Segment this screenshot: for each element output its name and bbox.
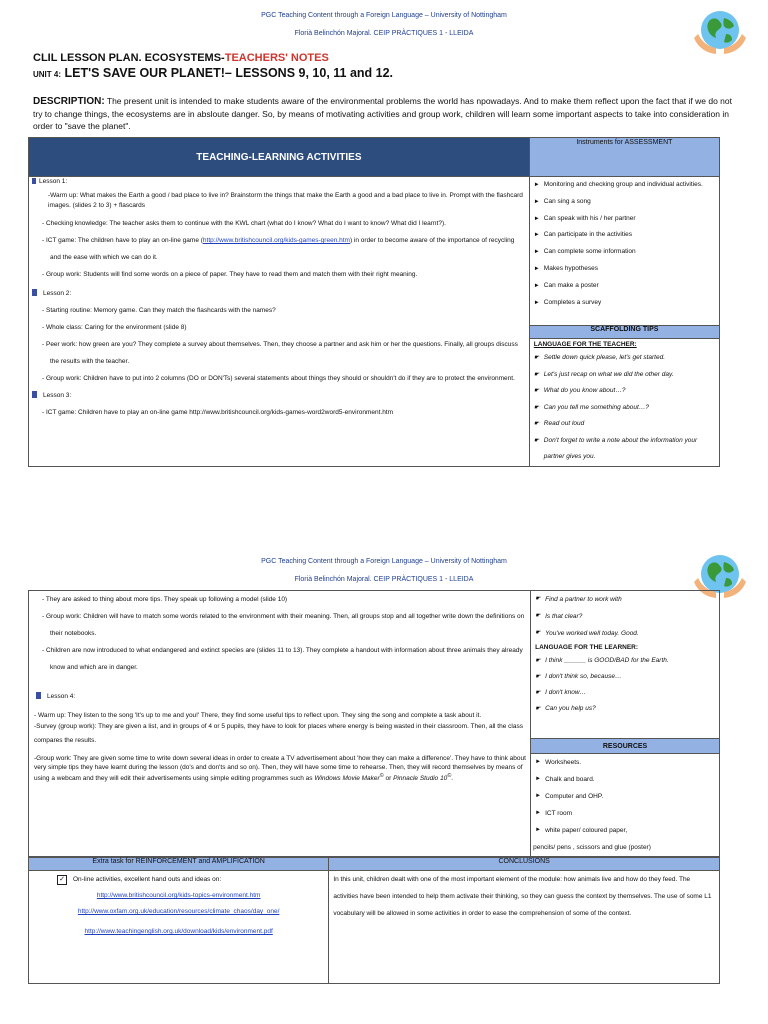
teacher-phrase: ☛ Settle down quick please, let's get started.	[534, 350, 717, 367]
page-header-author: Florià Belinchón Majoral. CEIP PRÀCTIQUES 1 - LLEIDA	[294, 30, 474, 37]
extra-task-cell	[29, 871, 329, 984]
resource-item: ► Worksheets.	[535, 754, 717, 771]
arrow-bullet-icon: ►	[535, 776, 542, 782]
learner-phrase: ☛ I think ______ is GOOD/BAD for the Earth.	[535, 653, 717, 669]
teacher-phrase: ☛ Can you tell me something about…?	[534, 400, 717, 417]
arrow-bullet-icon: ►	[533, 265, 540, 272]
arrow-bullet-icon: ►	[533, 215, 540, 222]
arrow-bullet-icon: ►	[533, 232, 540, 239]
lesson4-survey: -Survey (group work): They are given a list, and in groups of 4 or 5 pupils, they have to look for places where energy is being wasted in their classroom. Then, all the class compares the results.	[34, 723, 523, 744]
resource-link[interactable]: http://www.teachingenglish.org.uk/download/kids/environment.pdf	[84, 928, 273, 935]
assessment-item: ► Can complete some information	[534, 244, 717, 261]
lesson2-item: - Peer work: how green are you? They complete a survey about themselves. Then, they choose a partner and ask him or her the questions. Finally, all groups discuss the results with the teacher.	[42, 341, 518, 365]
lesson2-item: - Whole class: Caring for the environment (slide 8)	[42, 324, 187, 331]
arrow-bullet-icon: ►	[535, 759, 542, 765]
continued-item: - Group work: Children will have to match some words related to the environment with their meaning. Then, all groups stop and all together write down the definitions on their notebooks.	[42, 613, 525, 637]
arrow-bullet-icon: ►	[533, 198, 540, 205]
pointing-hand-icon: ☛	[533, 371, 540, 378]
arrow-bullet-icon: ►	[535, 793, 542, 799]
pointing-hand-icon: ☛	[533, 404, 540, 411]
resource-item-tail: pencils/ pens , scissors and glue (poster)	[533, 844, 651, 851]
resource-link[interactable]: http://www.britishcouncil.org/kids-topics-environment.htm	[96, 892, 261, 899]
pointing-hand-icon: ☛	[535, 630, 541, 636]
arrow-bullet-icon: ►	[533, 182, 540, 188]
arrow-bullet-icon: ►	[535, 810, 542, 816]
assessment-item: ► Can make a poster	[534, 278, 717, 295]
teacher-phrase: ☛ Find a partner to work with	[535, 591, 717, 608]
arrow-bullet-icon: ►	[533, 249, 540, 256]
lesson3-label: Lesson 3:	[43, 392, 72, 399]
activities-header: TEACHING-LEARNING ACTIVITIES	[29, 138, 530, 177]
assessment-item: ► Can sing a song	[534, 194, 717, 211]
resource-item: ► ICT room	[535, 805, 717, 822]
lesson4-warmup: - Warm up: They listen to the song 'It's up to me and you!' There, they find some useful tips to reflect upon. They sing the song and complete a task about it.	[34, 712, 482, 719]
teacher-phrase: ☛ Let's just recap on what we did the other day.	[534, 367, 717, 384]
activities-cell-continued	[29, 591, 531, 857]
assessment-item: ► Monitoring and checking group and individual activities.	[534, 177, 717, 194]
teacher-phrase: ☛ What do you know about…?	[534, 383, 717, 400]
lesson1-item: - Checking knowledge: The teacher asks them to continue with the KWL chart (what do I know? What do I want to know? What did I learnt?).	[42, 220, 446, 227]
arrow-bullet-icon: ►	[533, 282, 540, 289]
ict-game-link[interactable]: http://www.britishcouncil.org/kids-games-green.htm	[202, 237, 350, 244]
assessment-header: Instruments for ASSESSMENT	[529, 138, 719, 177]
assessment-item: ► Makes hypotheses	[534, 261, 717, 278]
checkbox-icon: ✓	[57, 875, 67, 885]
bullet-square-icon	[32, 178, 36, 184]
arrow-bullet-icon: ►	[535, 827, 542, 833]
page-header-author: Florià Belinchón Majoral. CEIP PRÀCTIQUES 1 - LLEIDA	[294, 576, 474, 583]
scaffolding-header: SCAFFOLDING TIPS	[529, 326, 719, 339]
extra-task-header: Extra task for REINFORCEMENT and AMPLIFICATION	[29, 858, 329, 871]
assessment-item: ► Can speak with his / her partner	[534, 211, 717, 228]
pointing-hand-icon: ☛	[535, 613, 541, 619]
activities-table-page1	[28, 137, 720, 467]
lesson2-item: - Starting routine: Memory game. Can they match the flashcards with the names?	[42, 307, 276, 314]
pointing-hand-icon: ☛	[533, 355, 540, 361]
pointing-hand-icon: ☛	[535, 690, 541, 696]
assessment-cell	[529, 177, 719, 326]
lesson1-warmup: -Warm up: What makes the Earth a good / bad place to live in? Brainstorm the things that make the Earth a good and a bad place to live in. Prompt with the flashcard images. (slides 2 to 3) + flascards	[48, 192, 523, 209]
pointing-hand-icon: ☛	[533, 388, 540, 394]
teacher-phrase: ☛ Read out loud	[534, 416, 717, 433]
lesson4-group-work: -Group work: They are given some time to write down several ideas in order to create a TV advertisement about 'how they can make a difference'. They have to think about very simple tips they have learnt during the lesson (do's and don'ts and so on). Then, they will have some time to rehearse. Then, they will record themselves by means of using a webcam and they will edit their advertisements using simple editing programmes such as Windows Movie Maker© or Pinnacle Studio 10©.	[34, 755, 526, 783]
lesson2-item: - Group work: Children have to put into 2 columns (DO or DON'Ts) several statements about things they should or shouldn't do if they are to protect the environment.	[42, 375, 515, 382]
conclusions-header: CONCLUSIONS	[329, 858, 720, 871]
lesson1-ict: - ICT game: The children have to play an on-line game (http://www.britishcouncil.org/kids-games-green.htm) in order to become aware of the importance of recycling and the ease with which we can do it.	[42, 237, 515, 261]
scaffolding-cell	[529, 339, 719, 467]
pointing-hand-icon: ☛	[533, 437, 540, 444]
arrow-bullet-icon: ►	[533, 299, 540, 306]
description: DESCRIPTION: The present unit is intended to make students aware of the environmental problems the world has npowadays. And to make them reflect upon the fact that if we do not try to change things, the ecosystems are in absloute danger. So, by means of motivating activities and group work, children will learn some important aspects to take into consideration in order to "save the planet".	[33, 96, 733, 131]
activities-table-page2	[28, 590, 720, 857]
learner-phrase: ☛ Can you help us?	[535, 701, 717, 717]
lesson-plan-title: CLIL LESSON PLAN. ECOSYSTEMS-TEACHERS' NOTES	[33, 52, 329, 64]
learner-language-header: LANGUAGE FOR THE LEARNER:	[535, 644, 639, 651]
lesson4-label: Lesson 4:	[47, 693, 76, 700]
extra-intro: On-line activities, excellent hand outs and ideas on:	[73, 876, 222, 883]
pointing-hand-icon: ☛	[535, 674, 541, 680]
page-header-university: PGC Teaching Content through a Foreign Language – University of Nottingham	[261, 558, 507, 565]
activities-cell: Lesson 1: -Warm up: What makes the Earth a good / bad place to live in? Brainstorm the things that make the Earth a good and a bad place to live in. Prompt with the flashcard images. (slides 2 to 3) + flascards - Checking knowledge: The teacher asks them to continue with the KWL chart (what do I know? What do I want to know? What did I learnt?). - ICT game: The children have to play an on-line game (http://www.britishcouncil.org/kids-games-green.htm) in order to become aware of the importance of recycling and the ease with which we can do it. - Group work: Students will find some words on a piece of paper. They have to read them and match them with their right meaning. Lesson 2: - Starting routine: Memory game. Can they match the flashcards with the names? - Whole class: Caring for the environment (slide 8) - Peer work: how green are you? They complete a survey about themselves. Then, they choose a partner and ask him or her the questions. Finally, all groups discuss the results with the teacher. - Group work: Children have to put into 2 columns (DO or DON'Ts) several statements about things they should or shouldn't do if they are to protect the environment. Lesson 3: - ICT game: Children have to play an on-line game http://www.britishcouncil.org/kids-games-word2word5-environment.htm	[29, 177, 530, 467]
page-header-university: PGC Teaching Content through a Foreign Language – University of Nottingham	[261, 12, 507, 19]
lesson3-item: - ICT game: Children have to play an on-line game http://www.britishcouncil.org/kids-games-word2word5-environment.htm	[42, 409, 394, 416]
assessment-item: ► Completes a survey	[534, 295, 717, 312]
resources-header: RESOURCES	[531, 739, 720, 754]
bullet-square-icon	[32, 289, 37, 296]
conclusions-text: In this unit, children dealt with one of the most important element of the module: how animals live and how do they feed. The activities have been intended to help them activate their thinking, so they can guess the context by themselves. The use of some L1 vocabulary will be allowed in some activities in order to ease the comprehension of some of the context.	[329, 871, 720, 984]
learner-phrase: ☛ I don't know…	[535, 685, 717, 701]
resources-cell	[531, 754, 720, 857]
teacher-phrase: ☛ You've worked well today. Good.	[535, 625, 717, 642]
lesson1-item: - Group work: Students will find some words on a piece of paper. They have to read them and match them with their right meaning.	[42, 271, 418, 278]
assessment-item: ► Can participate in the activities	[534, 227, 717, 244]
pointing-hand-icon: ☛	[535, 706, 541, 712]
bullet-square-icon	[32, 391, 37, 398]
earth-in-hands-logo	[690, 8, 750, 58]
pointing-hand-icon: ☛	[535, 596, 541, 602]
pointing-hand-icon: ☛	[535, 658, 541, 664]
continued-item: - Children are now introduced to what endangered and extinct species are (slides 11 to 13). They complete a handout with information about three animals they already know and which are in danger.	[42, 647, 523, 671]
learner-phrase: ☛ I don't think so, because…	[535, 669, 717, 685]
extra-conclusions-table	[28, 857, 720, 984]
teacher-phrase: ☛ Don't forget to write a note about the information your partner gives you.	[534, 433, 717, 466]
language-cell-continued	[531, 591, 720, 739]
resource-link[interactable]: http://www.oxfam.org.uk/education/resources/climate_chaos/day_one/	[77, 908, 280, 915]
pointing-hand-icon: ☛	[533, 421, 540, 427]
unit-title: UNIT 4: LET'S SAVE OUR PLANET!– LESSONS 9, 10, 11 and 12.	[33, 66, 394, 80]
teacher-phrase: ☛ Is that clear?	[535, 608, 717, 625]
resource-item: ► Chalk and board.	[535, 771, 717, 788]
resource-item: ► Computer and OHP.	[535, 788, 717, 805]
continued-item: - They are asked to thing about more tips. They speak up following a model (slide 10)	[42, 596, 288, 603]
lesson2-label: Lesson 2:	[43, 290, 72, 297]
teacher-language-header: LANGUAGE FOR THE TEACHER:	[533, 341, 637, 348]
resource-item: ► white paper/ coloured paper,	[535, 822, 717, 839]
bullet-square-icon	[36, 692, 41, 699]
